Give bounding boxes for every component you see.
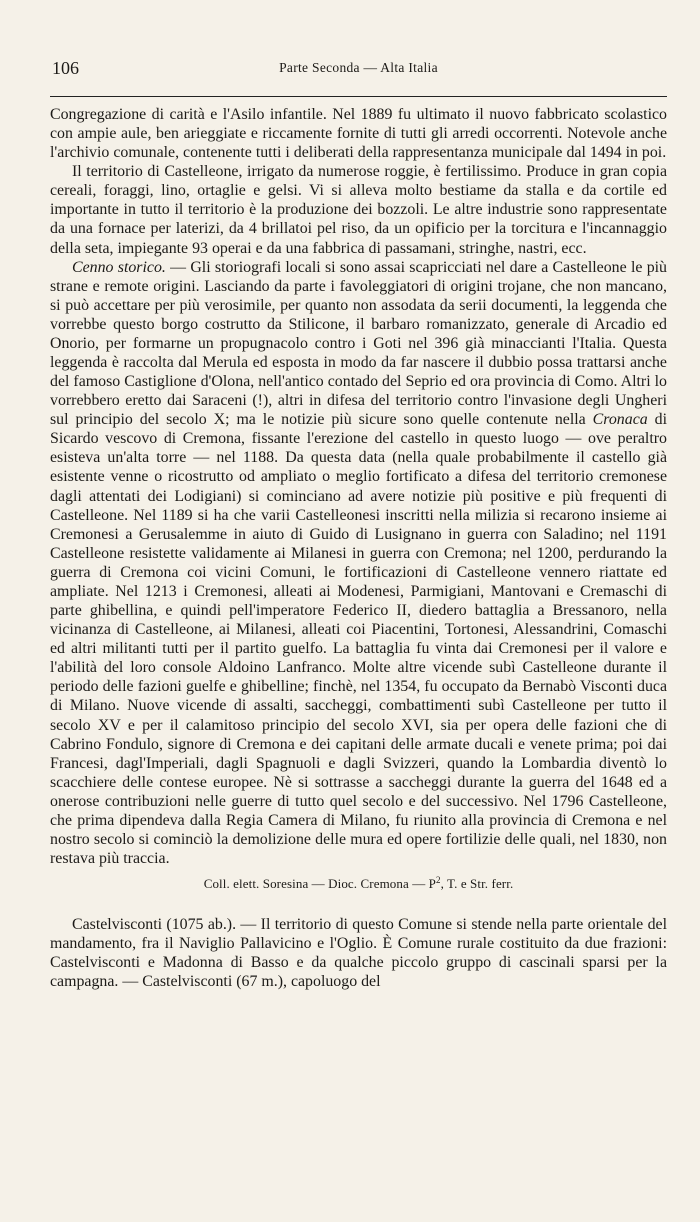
info-line-text: , T. e Str. ferr.: [440, 876, 514, 892]
paragraph: Castelvisconti (1075 ab.). — Il territorio di questo Comune si stende nella parte orientale del mandamento, fra il Naviglio Pallavicino e l'Oglio. È Comune rurale costituito da due frazioni: Castelvisconti e Madonna di Basso e da qualche piccolo gruppo di cascinali sparsi per la campagna. — Castelvisconti (67 m.), capoluogo del: [50, 916, 667, 991]
page-header: [50, 52, 667, 97]
section-heading: Cenno storico.: [72, 258, 166, 276]
italic-term: Cronaca: [592, 411, 648, 429]
paragraph-text: — Gli storiografi locali si sono assai scapricciati nel dare a Castelleone le più strane e remote origini. Lasciando da parte i favoleggiatori di origini trojane, che non mancano, si può accettare per più verosimile, per quanto non assodata da serii documenti, la leggenda che vorrebbe questo borgo costrutto da Stilicone, il barbaro romanizzato, generale di Arcadio ed Onorio, per formarne un propugnacolo contro i Goti nel 396 già minaccianti l'Italia. Questa leggenda è raccolta dal Merula ed esposta in modo da far nascere il dubbio possa trattarsi anche del famoso Castiglione d'Olona, nell'antico contado del Seprio ed ora provincia di Como. Altri lo vorrebbero eretto dai Saraceni (!), altri in difesa del territorio contro l'invasione degli Ungheri sul principio del secolo X; ma le notizie più sicure sono quelle contenute nella: [50, 258, 668, 429]
paragraph-text: di Sicardo vescovo di Cremona, fissante l'erezione del castello in questo luogo — ove peraltro esisteva un'alta torre — nel 1188. Da questa data (nella quale probabilmente il castello già esistente venne o ricostrutto od ampliato o meglio fortificato a difesa del territorio cremonese dagli attentati dei Lodigiani) si cominciano ad avere notizie più positive e più frequenti di Castelleone. Nel 1189 si ha che varii Castelleonesi inscritti nella milizia si recarono insieme ai Cremonesi a Gerusalemme in aiuto di Guido di Lusignano in guerra con Saladino; nel 1191 Castelleone resistette validamente ai Milanesi in guerra con Cremona; nel 1200, perdurando la guerra di Cremona coi vicini Comuni, le fortificazioni di Castelleone vennero riattate ed ampliate. Nel 1213 i Cremonesi, alleati ai Modenesi, Parmigiani, Mantovani e Cremaschi di parte ghibellina, e quindi pell'imperatore Federico II, diedero battaglia a Bressanoro, nella vicinanza di Castelleone, ai Milanesi, alleati coi Piacentini, Tortonesi, Alessandrini, Comaschi ed altri militanti tutti per il partito guelfo. La battaglia fu vinta dai Cremonesi per il valore e l'abilità del loro console Aldoino Lanfranco. Molte altre vicende subì Castelleone durante il periodo delle fazioni guelfe e ghibelline; finchè, nel 1354, fu occupato da Bernabò Visconti duca di Milano. Nuove vicende di assalti, saccheggi, combattimenti subì Castelleone per tutto il secolo XV e per il calamitoso principio del secolo XVI, sia per opera delle fazioni che di Cabrino Fondulo, signore di Cremona e dei capitani delle armate ducali e venete prima; poi dai Francesi, dagl'Imperiali, dagli Spagnuoli e dagli Svizzeri, quando la Lombardia diventò lo scacchiere delle contese europee. Nè si sottrasse a saccheggi durante la guerra del 1648 ed a onerose contribuzioni nelle guerre di tutto quel secolo e del successivo. Nel 1796 Castelleone, che prima dipendeva dalla Regia Camera di Milano, fu riunito alla provincia di Cremona e nel nostro secolo si cominciò la demolizione delle mura ed opere fortilizie delle quali, nel 1830, non restava più traccia.: [50, 411, 667, 868]
book-page: [0, 52, 700, 1222]
paragraph: Il territorio di Castelleone, irrigato da numerose roggie, è fertilissimo. Produce in gran copia cereali, foraggi, lino, ortaglie e gelsi. Vi si alleva molto bestiame da stalla e da cortile ed importante in tutto il territorio è la produzione dei bozzoli. Le altre industrie sono rappresentate da una fornace per laterizi, da 4 brillatoi pel riso, da un opificio per la torcitura e l'incannaggio della seta, impiegante 93 operai e da una fabbrica di passamani, stringhe, nastri, ecc.: [50, 163, 667, 257]
page-number: 106: [52, 58, 79, 78]
superscript: 2: [435, 875, 441, 886]
info-line-text: Coll. elett. Soresina — Dioc. Cremona — P: [203, 876, 436, 892]
paragraph-cenno-storico: [50, 258, 667, 869]
paragraph: Congregazione di carità e l'Asilo infantile. Nel 1889 fu ultimato il nuovo fabbricato scolastico con ampie aule, ben arieggiate e riccamente fornite di tutti gli arredi occorrenti. Notevole anche l'archivio comunale, contenente tutti i deliberati della rappresentanza municipale dal 1494 in poi.: [50, 106, 667, 162]
info-line: [50, 874, 667, 893]
body-text: [50, 105, 667, 992]
running-head: Parte Seconda — Alta Italia: [279, 60, 438, 75]
